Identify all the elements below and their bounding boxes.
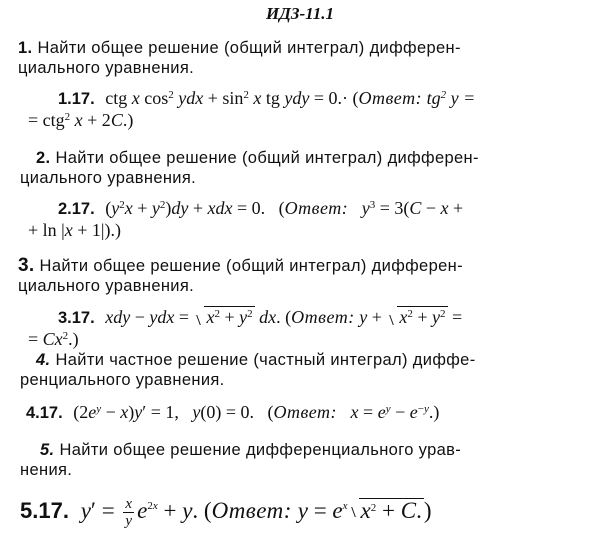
problem-4-17-answer-label: Ответ: (273, 402, 338, 422)
task-1-text-line2: циального уравнения. (18, 59, 195, 77)
sqrt-symbol: $x^2 + C$. (348, 498, 424, 524)
problem-5-17-answer-label: Ответ: (211, 497, 292, 523)
problem-2-17-answer-label: Ответ: (284, 198, 349, 218)
sqrt-symbol: $x^2 + y^2$ (193, 306, 254, 328)
task-4-text-line2: ренциального уравнения. (20, 371, 225, 389)
problem-4-17-number: 4.17. (26, 404, 63, 422)
fraction-x-over-y: $\frac{x}{y}$ (125, 496, 133, 529)
problem-1-17-line2: = ctg$^2$ x + 2C.) (28, 110, 134, 130)
problem-2-17-line1: 2.17. $(y^2x + y^2)dy$ + xdx = 0. (Ответ: $y^3 = 3(C - x$ + (58, 198, 464, 218)
problem-4-17 (26, 402, 581, 424)
task-4-line1 (36, 350, 581, 370)
task-4-text-line1: Найти частное решение (частный интеграл) диффе- (55, 351, 476, 369)
task-3-text-line2: циального уравнения. (18, 277, 195, 295)
problem-3-17 (28, 306, 600, 350)
page-title: ИДЗ-11.1 (266, 4, 334, 23)
problem-3-17-line1: 3.17. xdy − ydx = $x^2 + y^2$ dx. (Ответ: $y + x^2 + y^2$ = (58, 307, 463, 327)
task-5-number: 5. (40, 441, 55, 459)
problem-1-17-answer-label: Ответ: (358, 88, 423, 108)
task-1-text-line1: Найти общее решение (общий интеграл) дифферен- (37, 39, 461, 57)
problem-5-17-number: 5.17. (20, 497, 69, 523)
task-2-text-line1: Найти общее решение (общий интеграл) дифферен- (55, 149, 479, 167)
problem-3-17-line2: = $Cx^2$.) (28, 329, 79, 349)
task-3 (18, 256, 578, 296)
problem-1-17-line1: 1.17. ctg x $\cos^2$ ydx + $\sin^2 x$ tg ydy = 0.· (Ответ: $tg^2$ y = (58, 88, 476, 108)
problem-5-17 (20, 496, 575, 529)
problem-2-17-number: 2.17. (58, 200, 95, 218)
task-4-number: 4. (36, 351, 51, 369)
task-3-text-line1: Найти общее решение (общий интеграл) дифферен- (39, 257, 463, 275)
problem-3-17-number: 3.17. (58, 309, 95, 327)
task-2-text-line2: циального уравнения. (20, 169, 197, 187)
task-5-line1 (40, 440, 585, 460)
task-4 (20, 350, 581, 390)
task-5-text-line1: Найти общее решение дифференциального урав- (59, 441, 462, 459)
task-3-number: 3. (18, 255, 35, 276)
task-5-text-line2: нения. (20, 461, 73, 479)
problem-1-17 (28, 88, 600, 131)
problem-1-17-number: 1.17. (58, 90, 95, 108)
task-2-number: 2. (36, 149, 51, 167)
task-2 (20, 148, 581, 188)
task-1 (18, 38, 578, 78)
problem-4-17-line1: 4.17. $(2e^y - x)y' = 1$, y(0) = 0. (Ответ: $x = e^y - e^{-y}$.) (26, 402, 440, 422)
problem-5-17-line1: 5.17. y′ = $\frac{x}{y}$ $e^{2x} + y$. (Ответ: $y = e^x$ $x^2 + C$.) (20, 496, 432, 529)
task-2-line1 (36, 148, 581, 168)
task-1-line1 (18, 38, 578, 58)
task-5 (20, 440, 585, 480)
problem-2-17-line2: + ln |x + 1|).) (28, 220, 122, 240)
sqrt-symbol: $x^2 + y^2$ (386, 306, 447, 328)
problem-2-17 (28, 198, 600, 241)
problem-3-17-answer-label: Ответ: (291, 307, 355, 327)
task-3-line1 (18, 256, 578, 276)
task-1-number: 1. (18, 39, 33, 57)
